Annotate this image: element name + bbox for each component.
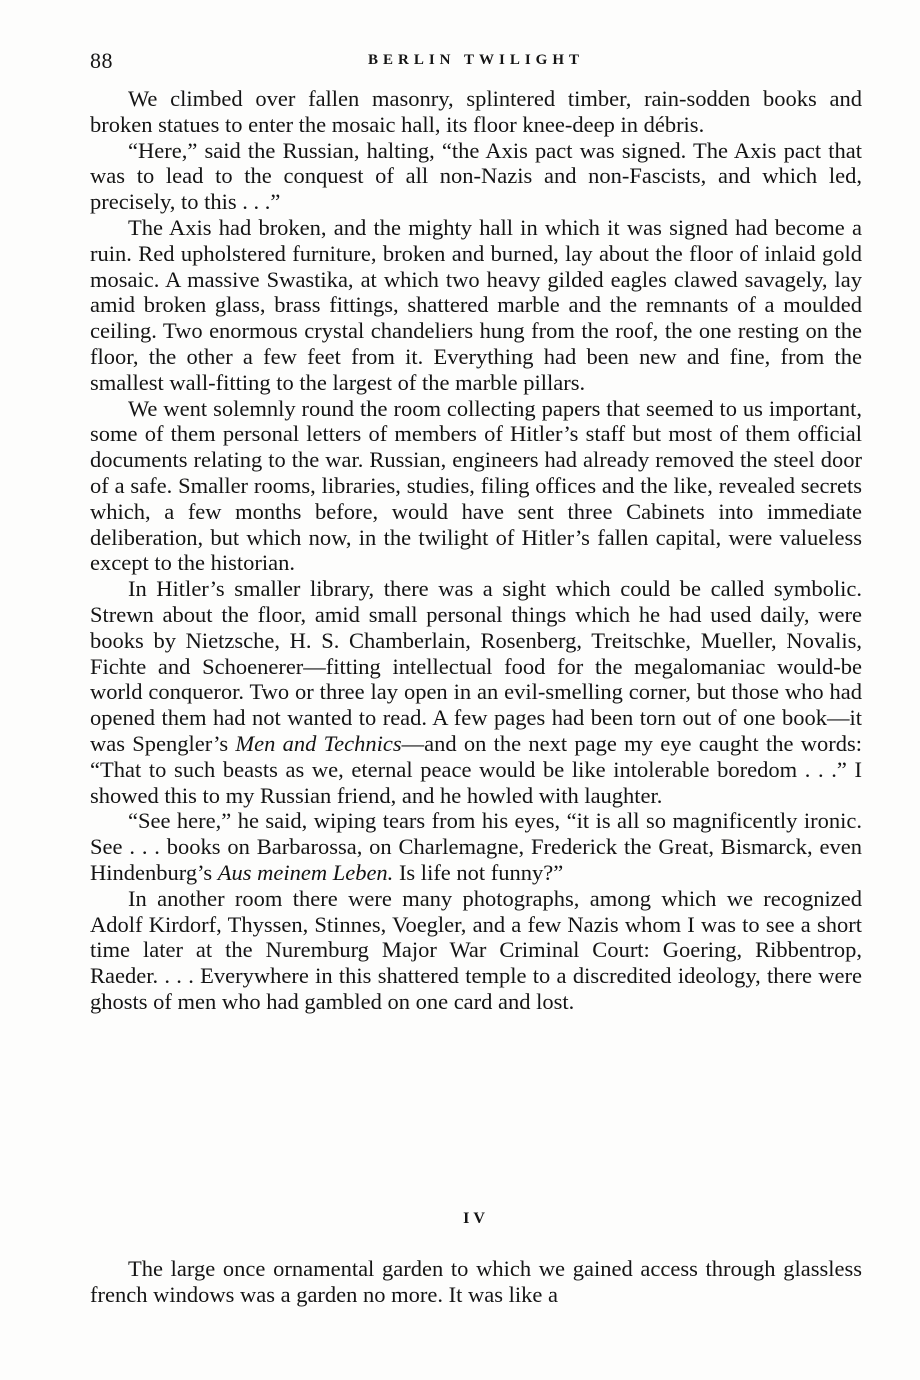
book-title: Aus meinem Leben. [217, 859, 394, 885]
paragraph: The large once ornamental garden to which we gained access through glassless french windows was a garden no more. It was like a [90, 1256, 862, 1307]
paragraph-text: “See here,” he said, wiping tears from his eyes, “it is all so magnificently ironic. See . . . books on Barbarossa, on Charlemagne, Frederick the Great, Bismarck, even Hindenburg’s [90, 808, 862, 885]
paragraph: The Axis had broken, and the mighty hall in which it was signed had become a ruin. Red upholstered furniture, broken and burned, lay about the floor of inlaid gold mosaic. A massive Swastika, at which two heavy gilded eagles clawed savagely, lay amid broken glass, brass fittings, shattered marble and the remnants of a moulded ceiling. Two enormous crystal chandeliers hung from the roof, the one resting on the floor, the other a few feet from it. Everything had been new and fine, from the smallest wall-fitting to the largest of the marble pillars. [90, 214, 862, 395]
paragraph: We climbed over fallen masonry, splintered timber, rain-sodden books and broken statues to enter the mosaic hall, its floor knee-deep in débris. [90, 86, 862, 137]
page-number: 88 [90, 48, 113, 73]
section-body-text [90, 1256, 862, 1308]
section-numeral: IV [463, 1210, 489, 1227]
paragraph-text: In Hitler’s smaller library, there was a sight which could be called symbolic. Strewn about the floor, amid small personal things which he had used daily, were books by Nietzsche, H. S. Chamberlain, Rosenberg, Treitschke, Mueller, Novalis, Fichte and Schoenerer—fitting intellectual food for the megalomaniac would-be world conqueror. Two or three lay open in an evil-smelling corner, but those who had opened them had not wanted to read. A few pages had been torn out of one book—it was Spengler’s [90, 576, 862, 756]
paragraph-text: Is life not funny?” [393, 859, 564, 885]
paragraph [90, 808, 862, 885]
book-title: Men and Technics [235, 730, 402, 756]
paragraph-text: —and on the next page my eye caught the words: “That to such beasts as we, eternal peace would be like intolerable boredom . . .” I showed this to my Russian friend, and he howled with laughter. [90, 730, 862, 808]
body-text [90, 86, 862, 1015]
paragraph: We went solemnly round the room collecting papers that seemed to us important, some of them personal letters of members of Hitler’s staff but most of them official documents relating to the war. Russian, engineers had already removed the steel door of a safe. Smaller rooms, libraries, studies, filing offices and the like, revealed secrets which, a few months before, would have sent three Cabinets into immediate deliberation, but which now, in the twilight of Hitler’s fallen capital, were valueless except to the historian. [90, 395, 862, 576]
paragraph [90, 576, 862, 808]
paragraph: In another room there were many photographs, among which we recognized Adolf Kirdorf, Thyssen, Stinnes, Voegler, and a few Nazis whom I was to see a short time later at the Nuremburg Major War Criminal Court: Goering, Ribbentrop, Raeder. . . . Everywhere in this shattered temple to a discredited ideology, there were ghosts of men who had gambled on one card and lost. [90, 885, 862, 1014]
page-header [90, 48, 862, 80]
running-head: BERLIN TWILIGHT [367, 52, 585, 68]
paragraph: “Here,” said the Russian, halting, “the Axis pact was signed. The Axis pact that was to lead to the conquest of all non-Nazis and non-Fascists, and which led, precisely, to this . . .” [90, 137, 862, 215]
